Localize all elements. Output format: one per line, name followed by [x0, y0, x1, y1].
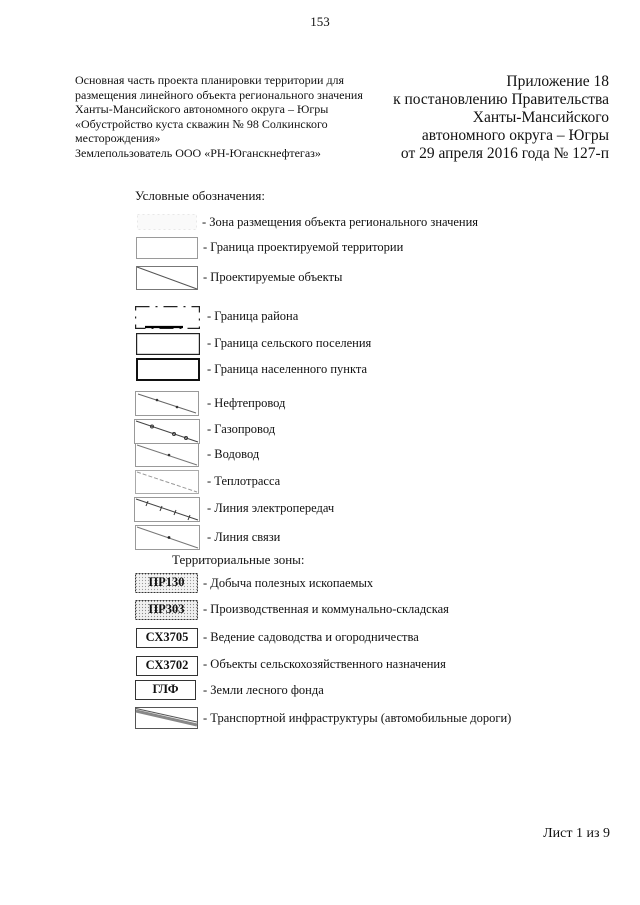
zone-label: - Объекты сельскохозяйственного назначения — [203, 657, 446, 671]
zone-code: СХ3705 — [145, 630, 189, 644]
legend-label: - Водовод — [207, 447, 260, 461]
zone-label: - Транспортной инфраструктуры (автомобильные дороги) — [203, 711, 512, 725]
oil-pipeline-symbol — [135, 391, 199, 416]
sheet-number: Лист 1 из 9 — [543, 826, 610, 841]
project-header-line: месторождения» — [75, 131, 161, 146]
water-pipeline-symbol — [135, 443, 199, 467]
project-header-line: «Обустройство куста скважин № 98 Солкинского — [75, 116, 328, 131]
project-header-line: Землепользователь ООО «РН-Юганскнефтегаз» — [75, 145, 321, 160]
projected-objects-symbol — [136, 266, 198, 290]
appendix-header-line: от 29 апреля 2016 года № 127-п — [400, 145, 609, 162]
regional-zone-symbol — [137, 214, 197, 230]
appendix-header-line: к постановлению Правительства — [393, 91, 609, 108]
zone-code-box — [136, 656, 198, 676]
locality-boundary-symbol — [136, 358, 200, 381]
appendix-header-line: Ханты-Мансийского — [472, 109, 609, 126]
rural-settlement-boundary-symbol — [136, 333, 200, 355]
project-header — [75, 73, 363, 161]
communication-line-symbol — [135, 525, 200, 550]
zone-code-box — [135, 680, 196, 700]
legend-label: - Нефтепровод — [207, 396, 286, 410]
road-infrastructure-symbol — [135, 707, 198, 729]
gas-pipeline-symbol — [134, 419, 200, 444]
legend-label: - Линия электропередач — [207, 501, 335, 515]
zone-label: - Производственная и коммунально-складская — [203, 602, 449, 616]
zone-code: СХ3702 — [145, 658, 189, 672]
project-header-line: размещения линейного объекта регионального значения — [75, 87, 363, 102]
power-line-symbol — [134, 497, 200, 522]
zone-code-box — [135, 573, 198, 593]
page-number: 153 — [310, 14, 330, 29]
zone-label: - Земли лесного фонда — [203, 683, 324, 697]
appendix-header — [393, 73, 609, 163]
zone-code-box — [135, 600, 198, 620]
appendix-header-line: автономного округа – Югры — [421, 127, 609, 144]
zone-code: ГЛФ — [152, 682, 179, 696]
project-header-line: Ханты-Мансийского автономного округа – Югры — [75, 102, 329, 117]
legend-label: - Зона размещения объекта регионального значения — [202, 215, 479, 229]
legend-label: - Граница района — [207, 309, 299, 323]
heating-main-symbol — [135, 470, 199, 494]
project-territory-boundary-symbol — [136, 237, 198, 259]
zone-code-box — [136, 628, 198, 648]
project-header-line: Основная часть проекта планировки территории для — [75, 73, 345, 87]
appendix-header-line: Приложение 18 — [506, 73, 609, 90]
legend-label: - Граница проектируемой территории — [203, 240, 404, 254]
zones-title: Территориальные зоны: — [172, 552, 305, 567]
legend-title: Условные обозначения: — [135, 188, 266, 203]
legend-label: - Линия связи — [207, 530, 281, 544]
zone-code: ПР130 — [148, 575, 185, 589]
legend-label: - Теплотрасса — [207, 474, 281, 488]
legend-label: - Граница населенного пункта — [207, 362, 368, 376]
legend-label: - Газопровод — [207, 422, 276, 436]
zone-code: ПР303 — [148, 602, 185, 616]
legend-label: - Граница сельского поселения — [207, 336, 372, 350]
zone-label: - Добыча полезных ископаемых — [203, 576, 374, 590]
district-boundary-symbol — [135, 306, 200, 329]
zone-label: - Ведение садоводства и огородничества — [203, 630, 419, 644]
legend-label: - Проектируемые объекты — [203, 270, 343, 284]
